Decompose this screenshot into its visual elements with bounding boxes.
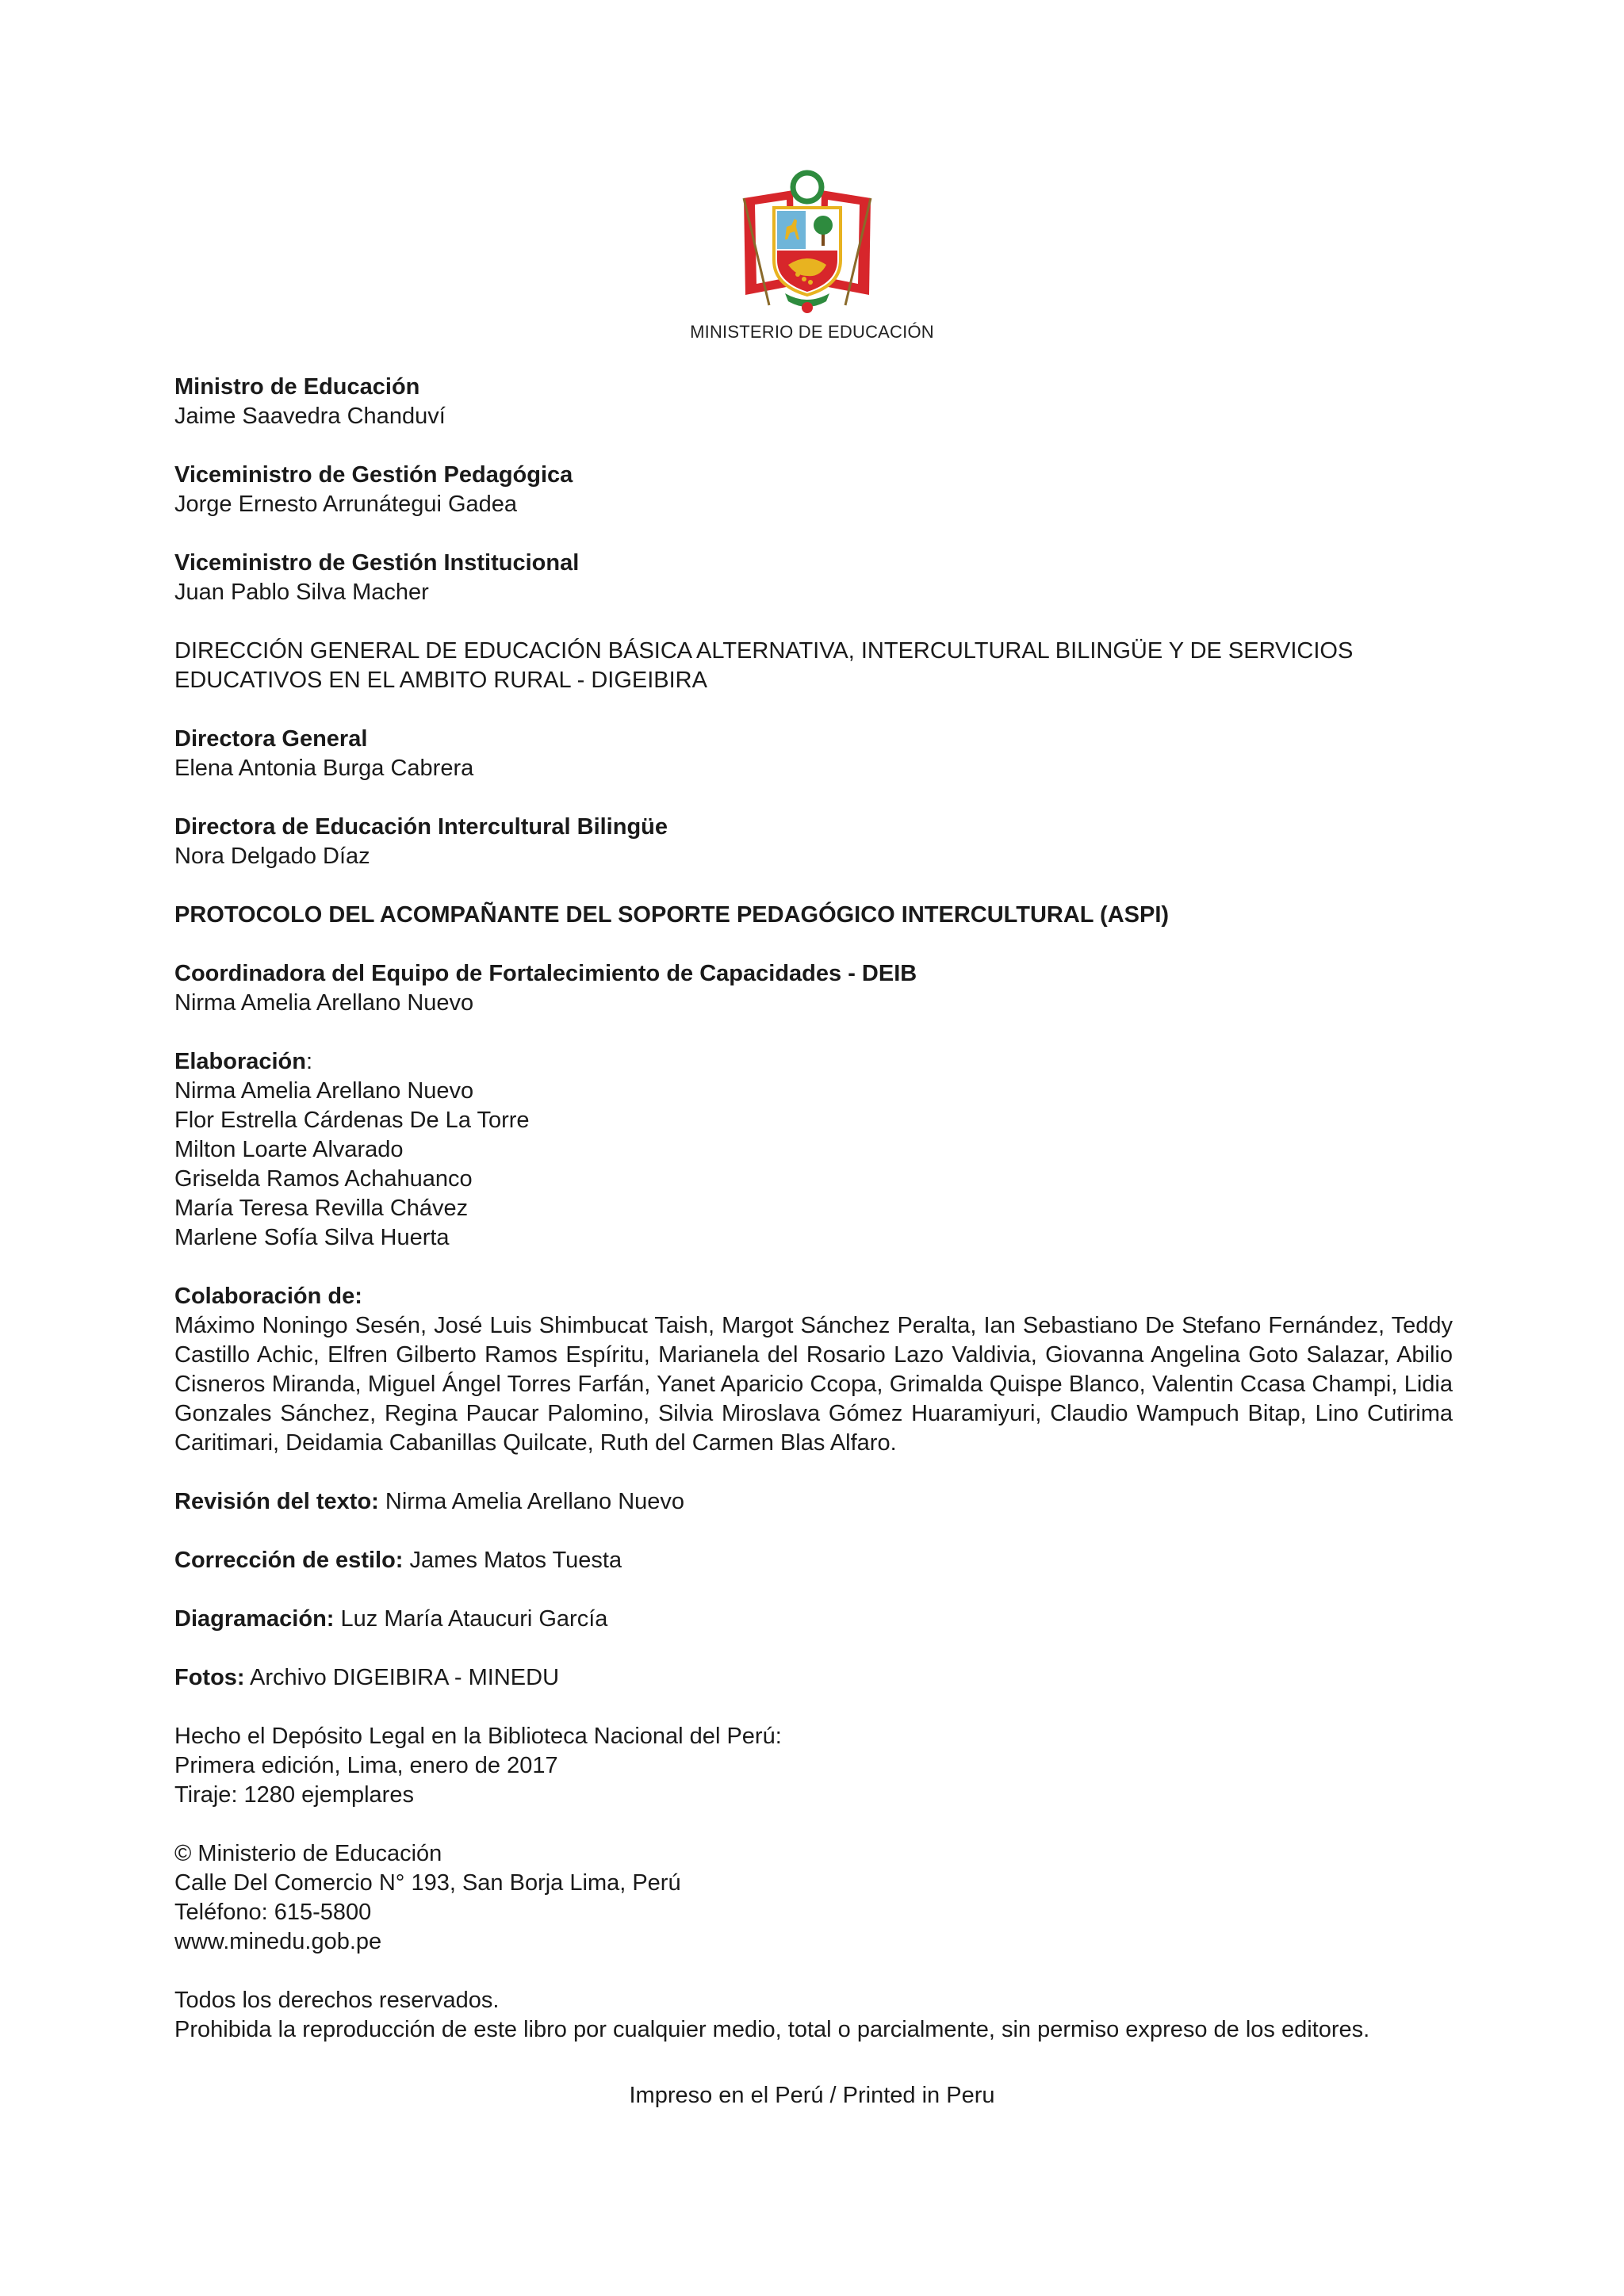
minister-block — [174, 373, 1453, 431]
vice-pedagogica-role: Viceministro de Gestión Pedagógica — [174, 462, 573, 488]
elaboracion-label: Elaboración — [174, 1049, 306, 1074]
fotos-label: Fotos: — [174, 1665, 245, 1690]
vice-pedagogica-block — [174, 461, 1453, 519]
contacto-website: www.minedu.gob.pe — [174, 1929, 382, 1954]
contacto-line1: © Ministerio de Educación — [174, 1841, 442, 1866]
protocolo-title: PROTOCOLO DEL ACOMPAÑANTE DEL SOPORTE PEDAGÓGICO INTERCULTURAL (ASPI) — [174, 902, 1170, 928]
coordinadora-role: Coordinadora del Equipo de Fortalecimiento de Capacidades - DEIB — [174, 961, 917, 986]
deposito-block — [174, 1722, 1453, 1810]
minister-role: Ministro de Educación — [174, 374, 420, 400]
contacto-line3: Teléfono: 615-5800 — [174, 1900, 372, 1925]
diagramacion-label: Diagramación: — [174, 1606, 335, 1632]
colaboracion-label: Colaboración de: — [174, 1284, 362, 1309]
direccion-general-line2: EDUCATIVOS EN EL AMBITO RURAL - DIGEIBIRA — [174, 668, 707, 693]
directora-eib-block — [174, 813, 1453, 871]
colaboracion-text: Máximo Noningo Sesén, José Luis Shimbucat Taish, Margot Sánchez Peralta, Ian Sebastiano De Stefano Fernández, Teddy Castillo Achic, Elfren Gilberto Ramos Espíritu, Marianela del Rosario Lazo Valdivia, Giovanna Angelina Goto Salazar, Abilio Cisneros Miranda, Miguel Ángel Torres Farfán, Yanet Aparicio Ccopa, Grimalda Quispe Blanco, Valentin Ccasa Champi, Lidia Gonzales Sánchez, Regina Paucar Palomino, Silvia Miroslava Gómez Huaramiyuri, Claudio Wampuch Bitap, Lino Cutirima Caritimari, Deidamia Cabanillas Quilcate, Ruth del Carmen Blas Alfaro. — [174, 1313, 1453, 1456]
elaboracion-name: María Teresa Revilla Chávez — [174, 1196, 469, 1221]
deposito-line1: Hecho el Depósito Legal en la Biblioteca Nacional del Perú: — [174, 1724, 782, 1749]
deposito-line2: Primera edición, Lima, enero de 2017 — [174, 1753, 558, 1778]
diagramacion-value: Luz María Ataucuri García — [334, 1606, 608, 1632]
elaboracion-name: Nirma Amelia Arellano Nuevo — [174, 1078, 474, 1104]
fotos-value: Archivo DIGEIBIRA - MINEDU — [244, 1665, 560, 1690]
direccion-general-line1: DIRECCIÓN GENERAL DE EDUCACIÓN BÁSICA ALTERNATIVA, INTERCULTURAL BILINGÜE Y DE SERVICIOS — [174, 638, 1354, 664]
direccion-general-block — [174, 637, 1453, 695]
colaboracion-block — [174, 1282, 1453, 1458]
elaboracion-block — [174, 1047, 1453, 1253]
elaboracion-name: Flor Estrella Cárdenas De La Torre — [174, 1108, 530, 1133]
derechos-line1: Todos los derechos reservados. — [174, 1988, 500, 2013]
vice-institucional-role: Viceministro de Gestión Institucional — [174, 550, 580, 576]
revision-value: Nirma Amelia Arellano Nuevo — [378, 1489, 685, 1514]
derechos-line2: Prohibida la reproducción de este libro por cualquier medio, total o parcialmente, sin permiso expreso de los editores. — [174, 2017, 1370, 2042]
directora-general-block — [174, 725, 1453, 783]
revision-label: Revisión del texto: — [174, 1489, 379, 1514]
diagramacion-block — [174, 1605, 1453, 1634]
directora-eib-name: Nora Delgado Díaz — [174, 844, 370, 869]
coat-of-arms-icon — [737, 166, 877, 317]
minister-name: Jaime Saavedra Chanduví — [174, 404, 446, 429]
contacto-line2: Calle Del Comercio N° 193, San Borja Lima, Perú — [174, 1870, 681, 1896]
vice-institucional-name: Juan Pablo Silva Macher — [174, 580, 429, 605]
deposito-line3: Tiraje: 1280 ejemplares — [174, 1782, 414, 1808]
protocolo-block — [174, 901, 1453, 930]
elaboracion-name: Marlene Sofía Silva Huerta — [174, 1225, 450, 1250]
directora-eib-role: Directora de Educación Intercultural Bilingüe — [174, 814, 668, 840]
coordinadora-name: Nirma Amelia Arellano Nuevo — [174, 990, 474, 1016]
elaboracion-name: Milton Loarte Alvarado — [174, 1137, 404, 1162]
coordinadora-block — [174, 959, 1453, 1018]
elaboracion-colon: : — [306, 1049, 313, 1074]
vice-pedagogica-name: Jorge Ernesto Arrunátegui Gadea — [174, 492, 518, 517]
correccion-block — [174, 1546, 1453, 1575]
directora-general-role: Directora General — [174, 726, 368, 752]
fotos-block — [174, 1663, 1453, 1693]
correccion-value: James Matos Tuesta — [403, 1548, 622, 1573]
elaboracion-heading — [174, 1047, 1453, 1077]
crest-caption: MINISTERIO DE EDUCACIÓN — [690, 322, 934, 342]
revision-block — [174, 1487, 1453, 1517]
derechos-block — [174, 1986, 1453, 2045]
contacto-block — [174, 1839, 1453, 1957]
printed-in-peru: Impreso en el Perú / Printed in Peru — [629, 2083, 995, 2108]
elaboracion-name: Griselda Ramos Achahuanco — [174, 1166, 473, 1192]
correccion-label: Corrección de estilo: — [174, 1548, 404, 1573]
vice-institucional-block — [174, 549, 1453, 607]
directora-general-name: Elena Antonia Burga Cabrera — [174, 756, 474, 781]
credits-content — [174, 373, 1453, 2074]
